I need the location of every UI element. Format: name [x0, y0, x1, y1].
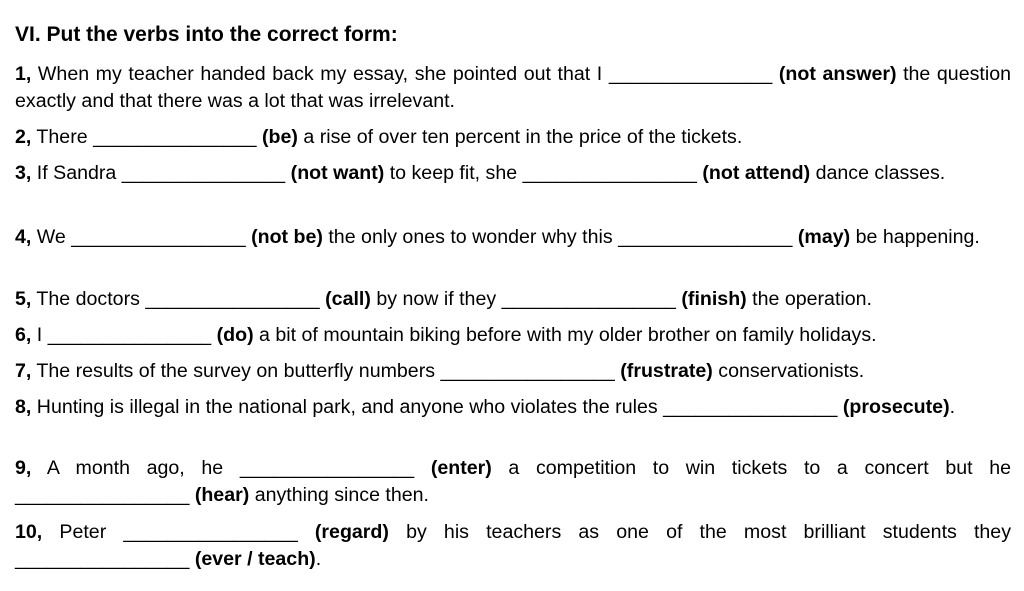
verb-hint: (finish): [681, 288, 747, 310]
answer-blank[interactable]: ________________: [440, 360, 615, 382]
item-number: 2,: [15, 126, 32, 148]
exercise-item-7: [15, 358, 1011, 385]
item-text: a rise of over ten percent in the price of the tickets.: [297, 126, 743, 148]
item-text: anything since then.: [249, 484, 429, 506]
verb-hint: (do): [216, 324, 254, 346]
verb-hint: (regard): [314, 521, 389, 543]
item-text: There: [31, 126, 94, 148]
item-number: 4,: [15, 226, 32, 248]
item-number: 6,: [15, 324, 32, 346]
item-text: [298, 521, 315, 543]
item-text: conservationists.: [712, 360, 865, 382]
item-text: I: [31, 324, 48, 346]
verb-hint: (not answer): [778, 63, 897, 85]
item-text: the operation.: [746, 288, 872, 310]
item-number: 5,: [15, 288, 32, 310]
item-text: A month ago, he: [31, 457, 240, 479]
item-text: [414, 457, 431, 479]
item-number: 1,: [15, 63, 32, 85]
verb-hint: (not be): [251, 226, 323, 248]
item-text: Hunting is illegal in the national park, and anyone who violates the rules: [31, 396, 664, 418]
item-text: dance classes.: [810, 162, 946, 184]
exercise-item-10: [15, 519, 1011, 573]
item-text: a bit of mountain biking before with my older brother on family holidays.: [253, 324, 877, 346]
item-text: to keep fit, she: [384, 162, 523, 184]
item-text: the only ones to wonder why this: [322, 226, 619, 248]
verb-hint: (ever / teach): [194, 548, 316, 570]
exercise-item-9: [15, 455, 1011, 509]
item-text: be happening.: [850, 226, 980, 248]
verb-hint: (frustrate): [620, 360, 713, 382]
item-number: 7,: [15, 360, 32, 382]
item-text: The results of the survey on butterfly numbers: [31, 360, 441, 382]
item-text: .: [315, 548, 322, 570]
verb-hint: (not attend): [702, 162, 811, 184]
answer-blank[interactable]: ________________: [663, 396, 838, 418]
verb-hint: (may): [797, 226, 851, 248]
answer-blank[interactable]: _______________: [93, 126, 257, 148]
verb-hint: (not want): [290, 162, 385, 184]
answer-blank[interactable]: _______________: [608, 63, 773, 85]
verb-hint: (call): [325, 288, 371, 310]
answer-blank[interactable]: _______________: [47, 324, 212, 346]
exercise-item-3: [15, 160, 1011, 187]
exercise-item-2: [15, 124, 1011, 151]
answer-blank[interactable]: ________________: [15, 484, 190, 506]
verb-hint: (prosecute): [842, 396, 950, 418]
exercise-item-5: [15, 286, 1011, 313]
item-text: [772, 63, 779, 85]
item-text: If Sandra: [31, 162, 122, 184]
exercise-item-1: [15, 61, 1011, 115]
answer-blank[interactable]: ________________: [123, 521, 298, 543]
verb-hint: (be): [261, 126, 298, 148]
exercise-item-8: [15, 394, 1011, 421]
item-number: 3,: [15, 162, 32, 184]
item-number: 8,: [15, 396, 32, 418]
answer-blank[interactable]: ________________: [15, 548, 190, 570]
answer-blank[interactable]: _______________: [121, 162, 286, 184]
item-text: a competition to win tickets to a concert but he: [491, 457, 1012, 479]
answer-blank[interactable]: ________________: [522, 162, 697, 184]
item-text: the question exactly and that there was a lot that was irrelevant.: [15, 63, 1011, 112]
verb-hint: (hear): [194, 484, 250, 506]
verb-hint: (enter): [430, 457, 492, 479]
answer-blank[interactable]: ________________: [71, 226, 246, 248]
item-text: We: [31, 226, 72, 248]
answer-blank[interactable]: ________________: [618, 226, 793, 248]
answer-blank[interactable]: ________________: [239, 457, 415, 479]
item-number: 9,: [15, 457, 32, 479]
item-text: by now if they: [370, 288, 502, 310]
item-text: The doctors: [31, 288, 146, 310]
exercise-item-4: [15, 224, 1011, 251]
item-text: by his teachers as one of the most brilliant students they: [388, 521, 1011, 543]
exercise-title: VI. Put the verbs into the correct form:: [15, 23, 398, 46]
exercise-item-6: [15, 322, 1011, 349]
item-number: 10,: [15, 521, 43, 543]
answer-blank[interactable]: ________________: [145, 288, 320, 310]
item-text: When my teacher handed back my essay, she pointed out that I: [31, 63, 609, 85]
item-text: Peter: [42, 521, 124, 543]
answer-blank[interactable]: ________________: [501, 288, 676, 310]
item-text: .: [949, 396, 956, 418]
